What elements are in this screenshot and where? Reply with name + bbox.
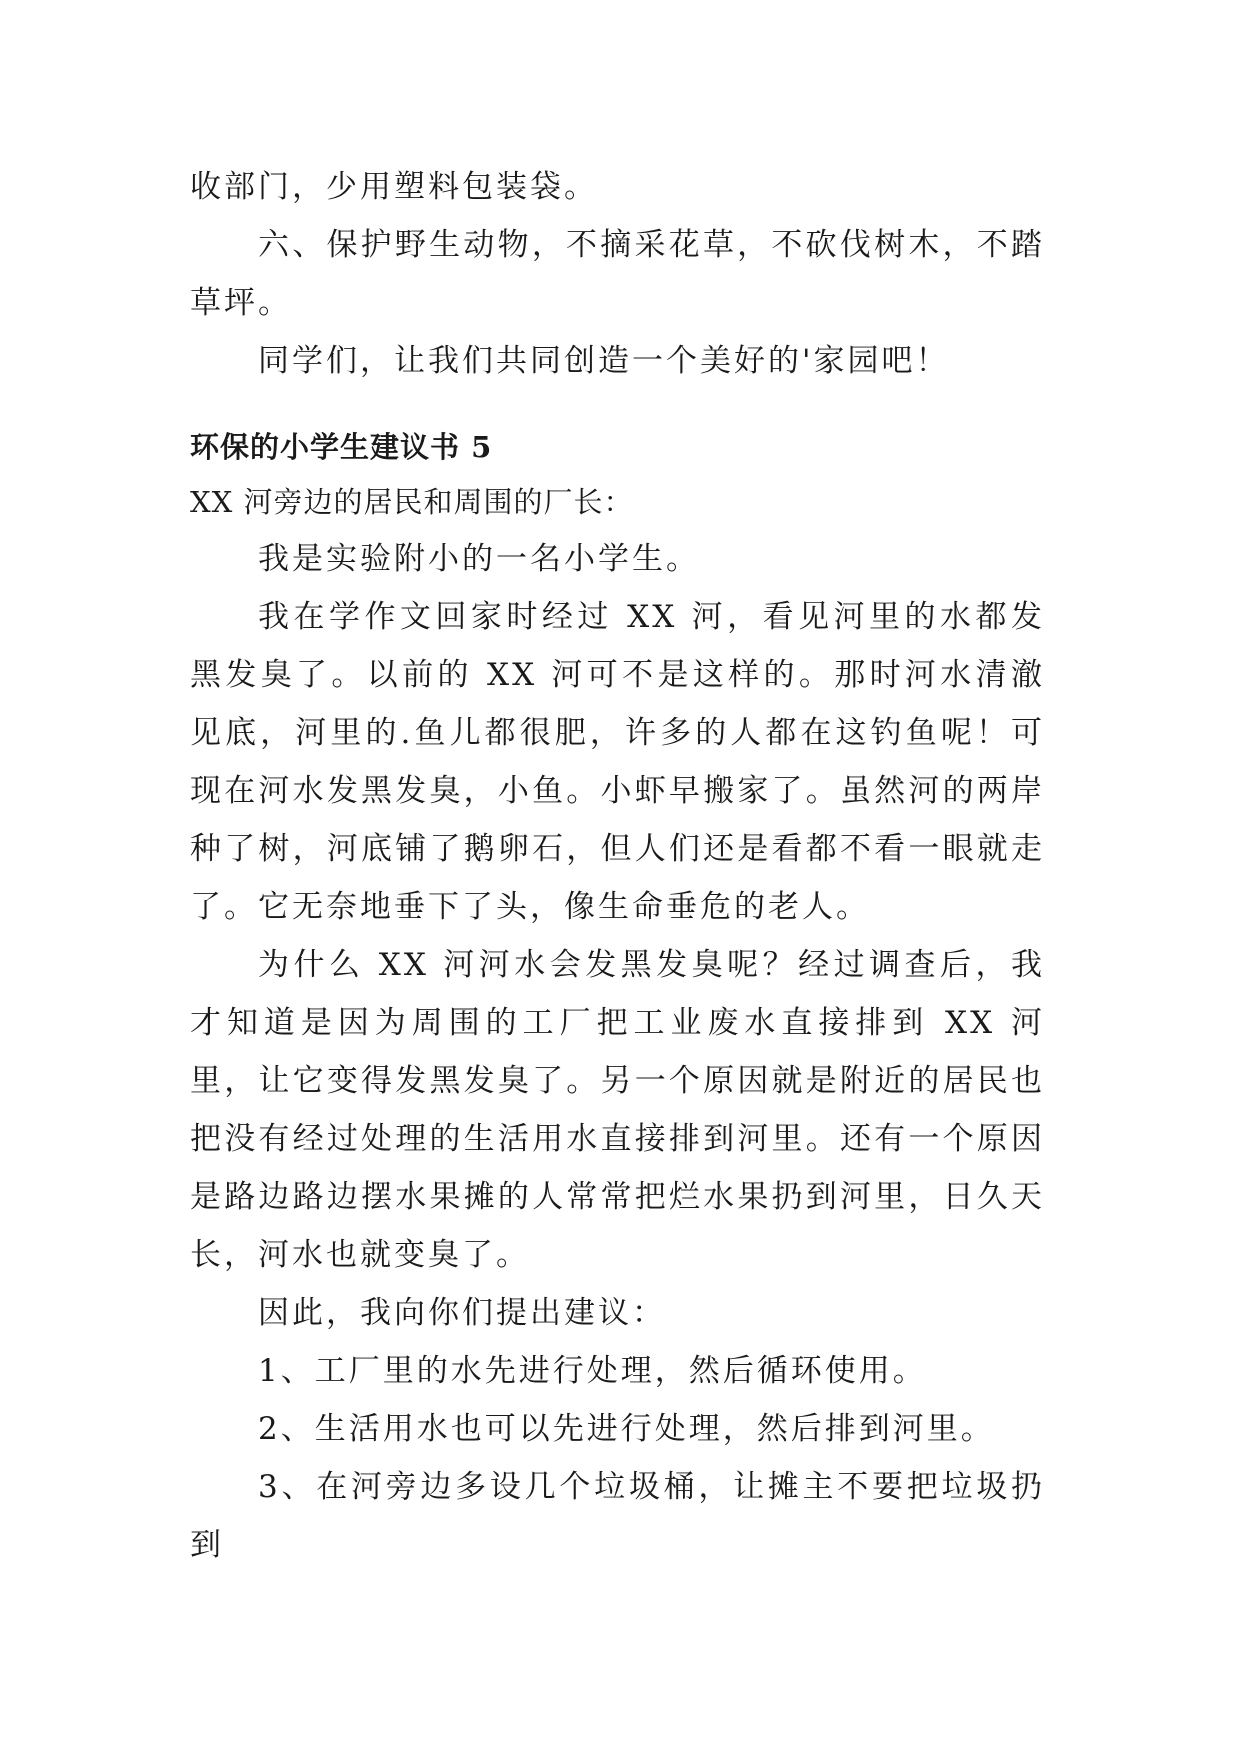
paragraph-observation: 我在学作文回家时经过 XX 河，看见河里的水都发黑发臭了。以前的 XX 河可不是这样的。那时河水清澈见底，河里的.鱼儿都很肥，许多的人都在这钓鱼呢！可现在河水发黑发臭，小鱼。小虾早搬家了。虽然河的两岸种了树，河底铺了鹅卵石，但人们还是看都不看一眼就走了。它无奈地垂下了头，像生命垂危的老人。 xyxy=(190,599,1045,925)
list-item-proposal-2: 2、生活用水也可以先进行处理，然后排到河里。 xyxy=(258,1411,995,1447)
paragraph-item-six: 六、保护野生动物，不摘采花草，不砍伐树木，不踏草坪。 xyxy=(190,227,1045,321)
list-item-proposal-3: 3、在河旁边多设几个垃圾桶，让摊主不要把垃圾扔到 xyxy=(190,1469,1045,1563)
list-item-proposal-1: 1、工厂里的水先进行处理，然后循环使用。 xyxy=(258,1353,927,1389)
section-title: 环保的小学生建议书 5 xyxy=(190,430,493,464)
paragraph-intro: 我是实验附小的一名小学生。 xyxy=(258,541,700,577)
paragraph-cause: 为什么 XX 河河水会发黑发臭呢？经过调查后，我才知道是因为周围的工厂把工业废水直接排到 XX 河里，让它变得发黑发臭了。另一个原因就是附近的居民也把没有经过处理的生活用水直接排到河里。还有一个原因是路边路边摆水果摊的人常常把烂水果扔到河里，日久天长，河水也就变臭了。 xyxy=(190,947,1045,1273)
salutation: XX 河旁边的居民和周围的厂长： xyxy=(190,485,634,519)
paragraph-continued: 收部门，少用塑料包装袋。 xyxy=(190,169,598,205)
paragraph-closing: 同学们，让我们共同创造一个美好的'家园吧！ xyxy=(258,343,950,379)
paragraph-proposal-lead: 因此，我向你们提出建议： xyxy=(258,1295,666,1331)
document-body xyxy=(190,158,1045,1574)
